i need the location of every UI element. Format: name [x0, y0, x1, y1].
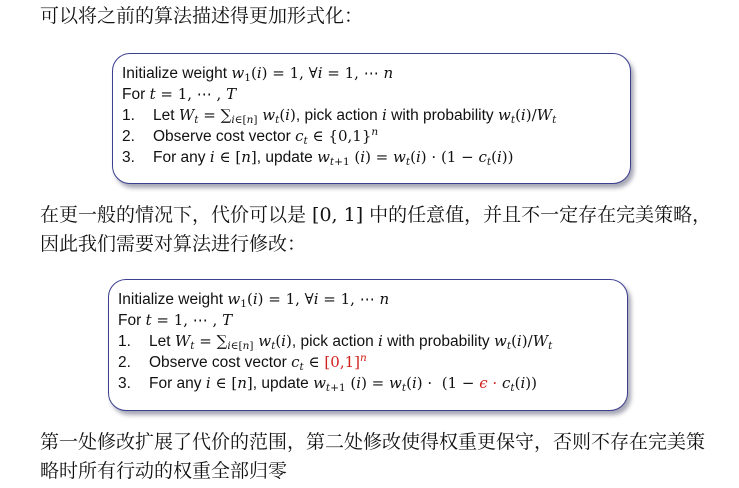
- algo1-step-3-number: 3.: [122, 149, 135, 166]
- algo1-step-2-formula: $c_t$ ∈ $\{0,1\}^n$: [295, 126, 379, 147]
- algo2-step-3-formula-a: i ∈ [n]: [205, 374, 253, 392]
- algo1-step-2-text-a: Observe cost vector: [153, 128, 291, 145]
- algo1-step-3-formula-a: i ∈ [n]: [209, 148, 257, 166]
- algo2-step-1: [109, 331, 627, 352]
- algorithm-box-modified: [108, 279, 628, 411]
- algo2-step-3-formula-b: $w_{t+1}$ $(i) = w_t(i) \cdot (1 - \epsilon \cdot c_t(i))$: [313, 374, 537, 394]
- algo1-step-3-formula-b: $w_{t+1}$ $(i) = w_t(i) \cdot (1 - c_t(i))$: [317, 148, 514, 168]
- epsilon-highlight: ϵ ·: [479, 374, 498, 392]
- algo2-step-2-formula: $c_t$ ∈ $[0,1]^n$: [291, 352, 367, 373]
- algo2-step-1-text-c: with probability: [387, 333, 490, 350]
- algo2-for-formula: t = 1, ⋯ , T: [145, 311, 233, 329]
- algo2-step-1-formula-c: $w_t(i)/W_t$: [493, 332, 553, 352]
- algo1-step-1-text-a: Let: [153, 107, 175, 124]
- algo2-init-formula: $w_1(i) = 1$, ∀i = 1, ⋯ n: [227, 290, 390, 310]
- conclusion-paragraph: 第一处修改扩展了代价的范围，第二处修改使得权重更保守，否则不存在完美策略时所有行动的权重全部归零: [40, 431, 706, 482]
- algo1-step-2-number: 2.: [122, 128, 135, 145]
- middle-paragraph: 在更一般的情况下，代价可以是 [0, 1] 中的任意值，并且不一定存在完美策略，因此我们需要对算法进行修改：: [40, 204, 712, 255]
- algo1-step-3: [113, 147, 630, 168]
- algo2-step-2: [109, 352, 627, 373]
- algo1-step-1-formula-a: $W_t = \sum_{i\in[n]}$ $w_t(i)$: [178, 106, 296, 126]
- algo2-step-1-text-a: Let: [149, 333, 171, 350]
- algo1-step-1-text-b: , pick action: [295, 107, 378, 124]
- algorithm-box-original: [112, 53, 631, 184]
- algo2-step-1-number: 1.: [118, 333, 131, 350]
- algo1-for-formula: t = 1, ⋯ , T: [149, 85, 237, 103]
- algo2-for-label: For: [118, 312, 142, 329]
- algo1-step-1-text-c: with probability: [391, 107, 494, 124]
- algo1-step-2: [113, 126, 630, 147]
- algo2-step-1-formula-b: i: [378, 332, 383, 350]
- algo1-step-1: [113, 105, 630, 126]
- algo1-init-line: [113, 63, 630, 84]
- intro-paragraph: 可以将之前的算法描述得更加形式化：: [40, 5, 364, 27]
- algo2-step-3-text-a: For any: [149, 375, 202, 392]
- algo1-for-line: [113, 84, 630, 105]
- algo2-step-3-text-b: , update: [252, 375, 309, 392]
- cost-range-highlight: $[0,1]^n$: [324, 352, 367, 371]
- algo1-init-label: Initialize weight: [122, 65, 228, 82]
- algo2-step-3-number: 3.: [118, 375, 131, 392]
- algo2-step-1-formula-a: $W_t = \sum_{i\in[n]}$ $w_t(i)$: [174, 332, 292, 352]
- algo2-step-2-number: 2.: [118, 354, 131, 371]
- algo1-for-label: For: [122, 86, 146, 103]
- algo1-init-formula: $w_1(i) = 1$, ∀i = 1, ⋯ n: [231, 64, 394, 84]
- algo1-step-1-formula-c: $w_t(i)/W_t$: [497, 106, 557, 126]
- algo2-step-1-text-b: , pick action: [291, 333, 374, 350]
- algo2-init-label: Initialize weight: [118, 291, 224, 308]
- algo2-for-line: [109, 310, 627, 331]
- algo2-step-3: [109, 373, 627, 394]
- algo1-step-3-text-b: , update: [256, 149, 313, 166]
- algo2-step-2-text-a: Observe cost vector: [149, 354, 287, 371]
- algo1-step-1-formula-b: i: [382, 106, 387, 124]
- algo2-init-line: [109, 289, 627, 310]
- algo1-step-1-number: 1.: [122, 107, 135, 124]
- algo1-step-3-text-a: For any: [153, 149, 206, 166]
